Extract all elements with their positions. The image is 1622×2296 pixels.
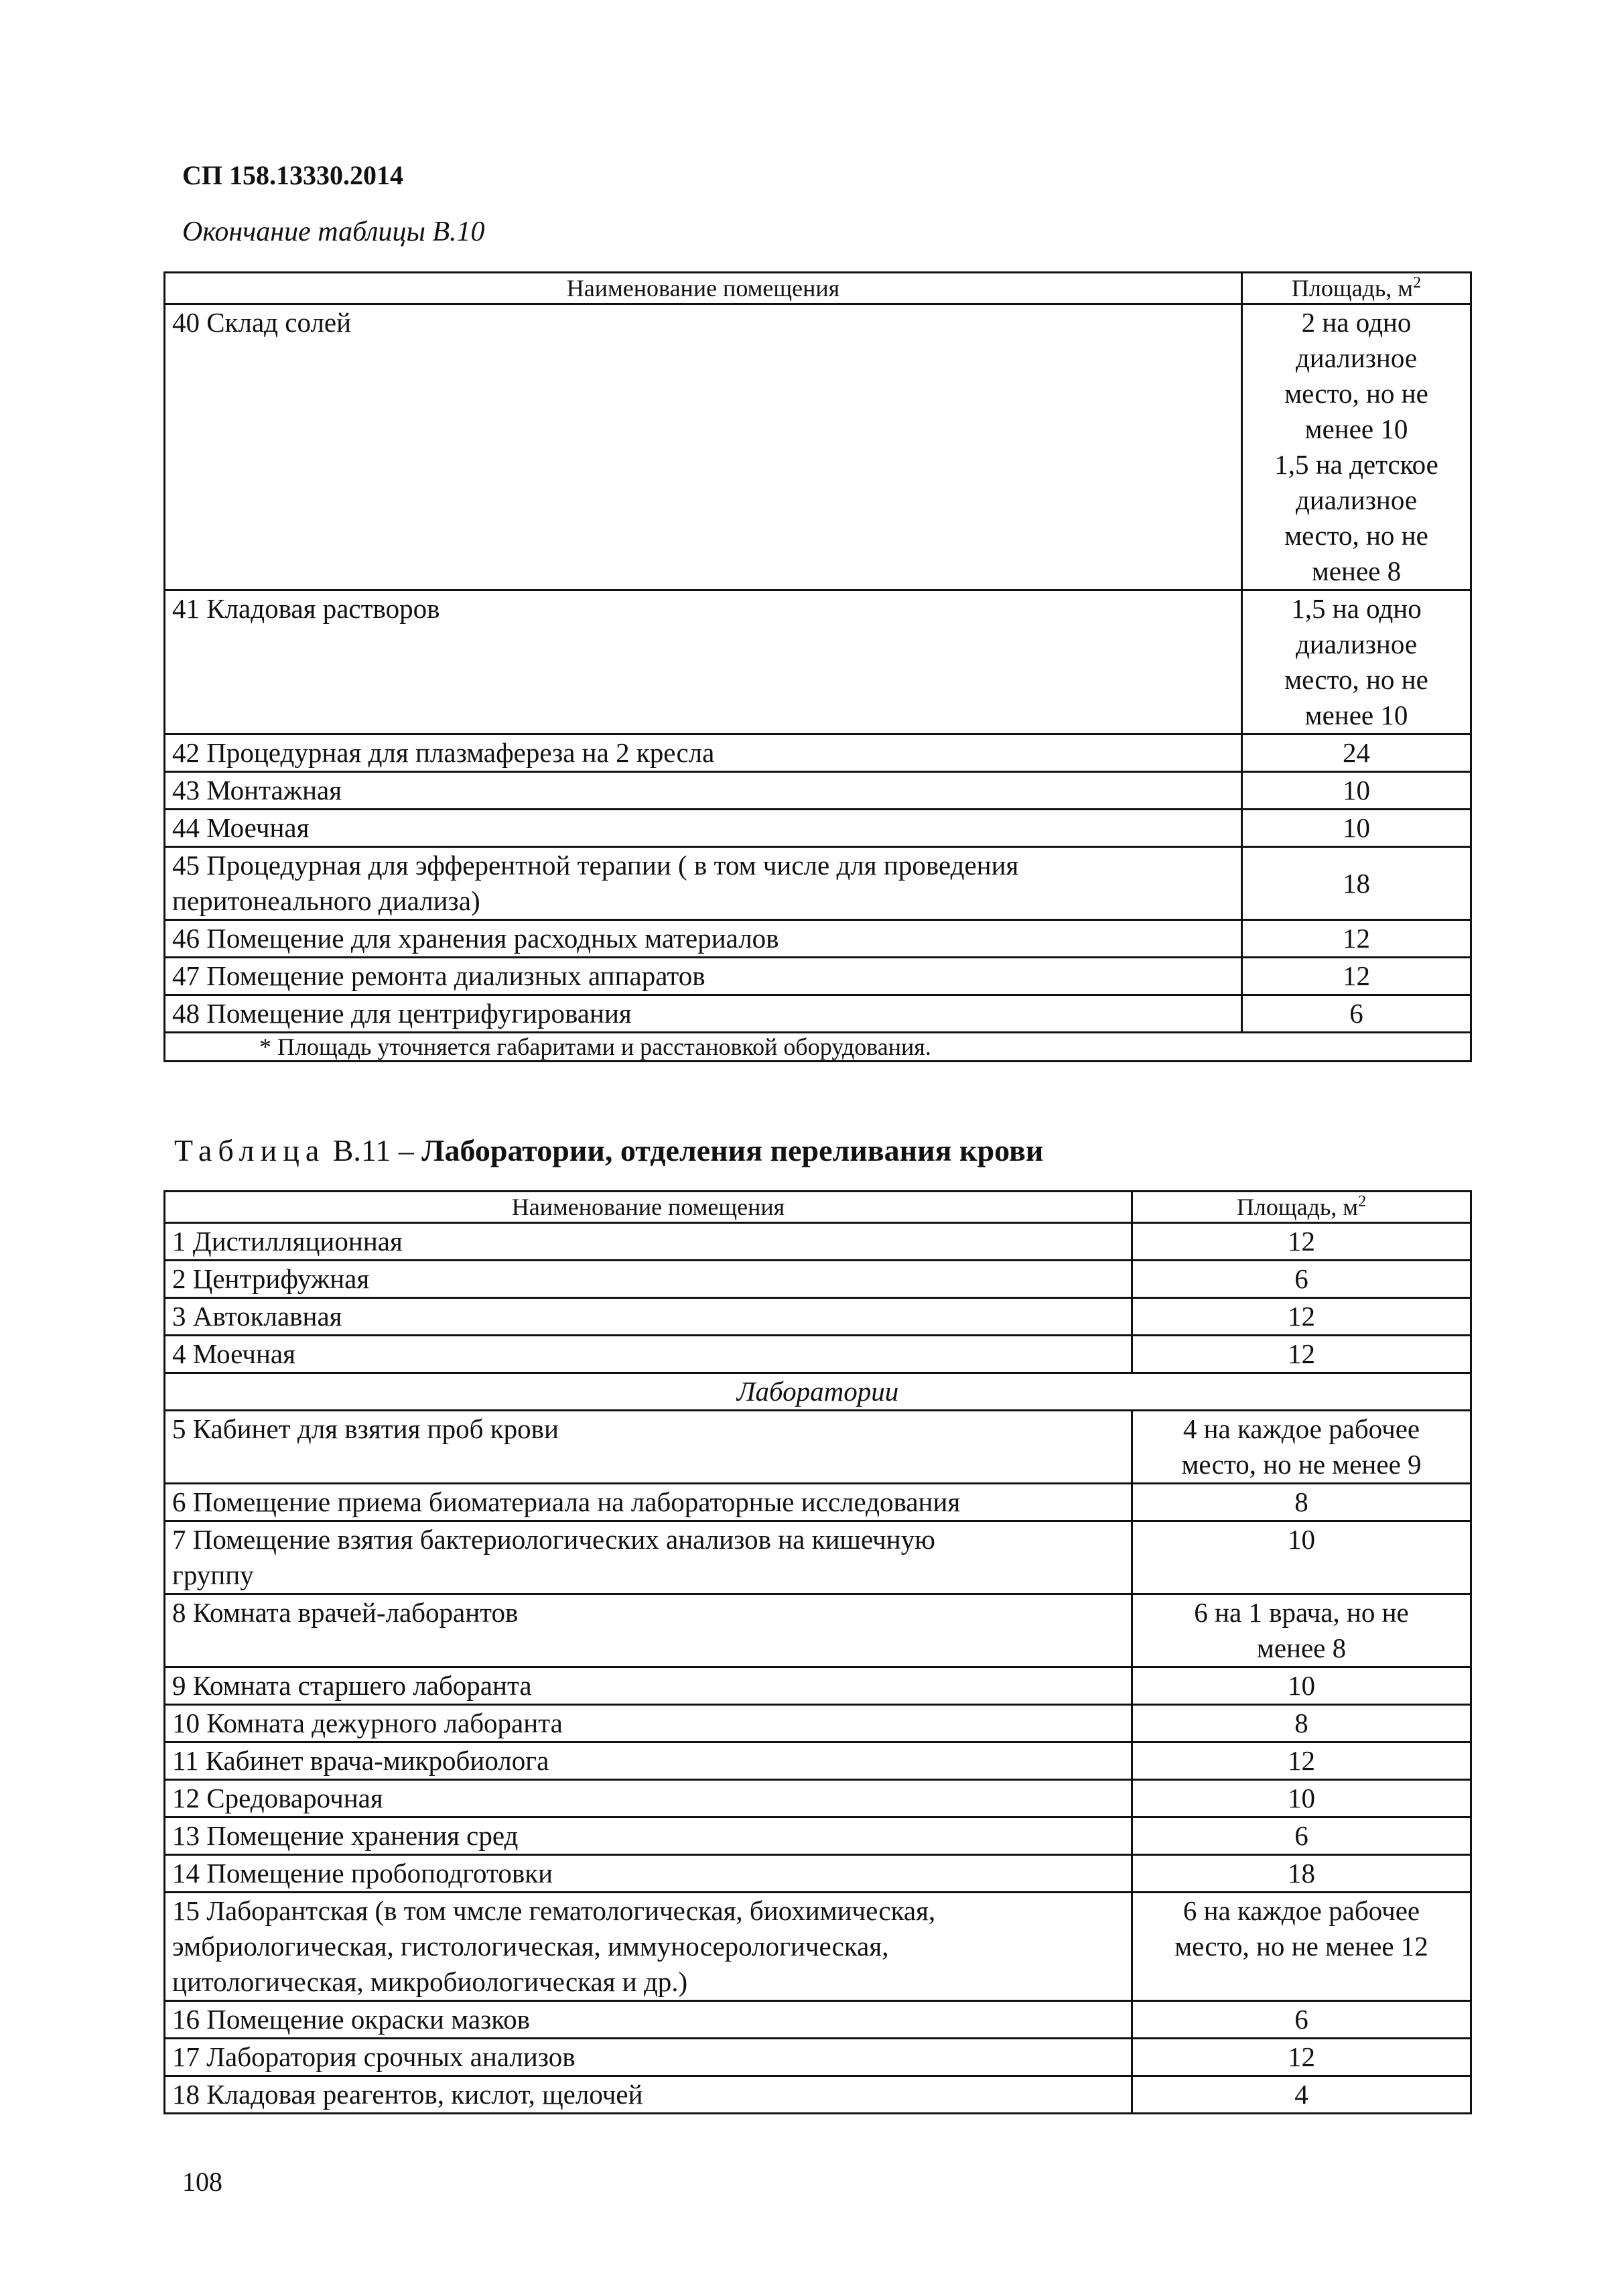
table-row	[165, 1336, 1471, 1373]
table-row	[165, 1742, 1471, 1780]
document-code: СП 158.13330.2014	[182, 160, 403, 190]
room-area-line: 6 на каждое рабочее	[1182, 1895, 1420, 1926]
room-name: 18 Кладовая реагентов, кислот, щелочей	[165, 2076, 1132, 2114]
room-area: 12	[1132, 1742, 1471, 1780]
column-header-name: Наименование помещения	[165, 273, 1242, 304]
column-header-area	[1132, 1192, 1471, 1223]
room-area-line: 1,5 на одно	[1291, 593, 1422, 624]
table-row	[165, 1484, 1471, 1521]
room-area	[1132, 1411, 1471, 1484]
room-area: 4	[1132, 2076, 1471, 2114]
section-label-laboratories: Лаборатории	[165, 1373, 1471, 1411]
room-area: 12	[1242, 958, 1471, 995]
table-row	[165, 304, 1471, 590]
room-area: 8	[1132, 1705, 1471, 1742]
room-area	[1132, 1893, 1471, 2001]
room-name: 4 Моечная	[165, 1336, 1132, 1373]
room-name: 11 Кабинет врача-микробиолога	[165, 1742, 1132, 1780]
room-name-line: 15 Лаборантская (в том чмсле гематологическая, биохимическая,	[172, 1895, 936, 1926]
room-area: 6	[1132, 1817, 1471, 1855]
table-row	[165, 2039, 1471, 2076]
room-area	[1242, 590, 1471, 735]
table-title-number: В.11 –	[332, 1133, 414, 1167]
room-area-line: диализное	[1295, 485, 1418, 515]
room-name: 44 Моечная	[165, 810, 1242, 847]
room-area-line: менее 10	[1304, 700, 1408, 730]
table-row	[165, 1780, 1471, 1817]
room-area: 12	[1132, 1336, 1471, 1373]
room-name	[165, 847, 1242, 920]
room-area: 10	[1132, 1667, 1471, 1705]
table-row	[165, 1817, 1471, 1855]
room-name-line: 45 Процедурная для эфферентной терапии ( в том числе для проведения	[172, 850, 1019, 881]
table-title-text: Лаборатории, отделения переливания крови	[421, 1133, 1044, 1167]
room-name: 16 Помещение окраски мазков	[165, 2001, 1132, 2039]
column-header-area-unit-power: 2	[1358, 1193, 1367, 1210]
room-area-line: место, но не менее 9	[1181, 1449, 1422, 1480]
table-row	[165, 995, 1471, 1033]
room-area-line: менее 10	[1304, 413, 1408, 444]
page-number: 108	[182, 2167, 222, 2197]
room-name: 17 Лаборатория срочных анализов	[165, 2039, 1132, 2076]
room-area-line: место, но не менее 12	[1174, 1931, 1428, 1962]
room-area-line: 1,5 на детское	[1274, 449, 1438, 480]
room-area: 10	[1242, 810, 1471, 847]
room-name: 6 Помещение приема биоматериала на лабораторные исследования	[165, 1484, 1132, 1521]
room-area	[1242, 304, 1471, 590]
table-row	[165, 958, 1471, 995]
table-header-row	[165, 1192, 1471, 1223]
room-name: 5 Кабинет для взятия проб крови	[165, 1411, 1132, 1484]
table-row	[165, 1521, 1471, 1594]
room-name	[165, 1521, 1132, 1594]
table-footnote: * Площадь уточняется габаритами и расстановкой оборудования.	[165, 1033, 1471, 1062]
room-name: 9 Комната старшего лаборанта	[165, 1667, 1132, 1705]
room-area: 10	[1132, 1521, 1471, 1594]
column-header-area-unit-power: 2	[1413, 274, 1422, 292]
room-area: 12	[1132, 2039, 1471, 2076]
room-area-line: место, но не	[1284, 378, 1428, 409]
room-area: 12	[1242, 920, 1471, 958]
room-area-line: диализное	[1295, 342, 1418, 373]
room-name: 14 Помещение пробоподготовки	[165, 1855, 1132, 1893]
room-area: 8	[1132, 1484, 1471, 1521]
table-v11-title	[174, 1133, 1043, 1168]
table-row	[165, 735, 1471, 772]
table-row	[165, 1855, 1471, 1893]
room-name: 8 Комната врачей-лаборантов	[165, 1594, 1132, 1667]
table-section-row	[165, 1373, 1471, 1411]
room-name: 42 Процедурная для плазмафереза на 2 кресла	[165, 735, 1242, 772]
table-row	[165, 1223, 1471, 1261]
room-area: 12	[1132, 1223, 1471, 1261]
room-area-line: менее 8	[1311, 556, 1402, 586]
room-area: 6	[1132, 2001, 1471, 2039]
room-name: 12 Средоварочная	[165, 1780, 1132, 1817]
room-name-line: группу	[172, 1559, 254, 1590]
table-row	[165, 1893, 1471, 2001]
room-area-line: 4 на каждое рабочее	[1182, 1413, 1420, 1444]
room-name: 3 Автоклавная	[165, 1298, 1132, 1336]
room-name-line: цитологическая, микробиологическая и др.)	[172, 1966, 688, 1997]
table-header-row	[165, 273, 1471, 304]
room-area: 12	[1132, 1298, 1471, 1336]
room-name: 46 Помещение для хранения расходных материалов	[165, 920, 1242, 958]
room-name	[165, 1893, 1132, 2001]
room-area: 24	[1242, 735, 1471, 772]
table-note-row	[165, 1033, 1471, 1062]
table-row	[165, 772, 1471, 810]
room-name: 47 Помещение ремонта диализных аппаратов	[165, 958, 1242, 995]
room-area-line: менее 8	[1256, 1633, 1347, 1663]
table-row	[165, 1705, 1471, 1742]
room-name: 40 Склад солей	[165, 304, 1242, 590]
room-area-line: 6 на 1 врача, но не	[1194, 1597, 1409, 1628]
table-row	[165, 810, 1471, 847]
room-name-line: перитонеального диализа)	[172, 885, 480, 916]
room-area: 10	[1132, 1780, 1471, 1817]
column-header-area	[1242, 273, 1471, 304]
room-name: 48 Помещение для центрифугирования	[165, 995, 1242, 1033]
room-area: 6	[1242, 995, 1471, 1033]
room-name: 43 Монтажная	[165, 772, 1242, 810]
room-name: 10 Комната дежурного лаборанта	[165, 1705, 1132, 1742]
room-area-line: место, но не	[1284, 520, 1428, 551]
table-row	[165, 847, 1471, 920]
room-area-line: место, но не	[1284, 664, 1428, 695]
table-row	[165, 920, 1471, 958]
table-row	[165, 1667, 1471, 1705]
table-title-prefix: Таблица	[174, 1133, 326, 1167]
table-v11	[163, 1190, 1472, 2114]
room-area: 18	[1242, 847, 1471, 920]
table-v10-continuation	[163, 271, 1472, 1062]
room-area	[1132, 1594, 1471, 1667]
room-name: 2 Центрифужная	[165, 1261, 1132, 1298]
room-name: 1 Дистилляционная	[165, 1223, 1132, 1261]
room-name: 13 Помещение хранения сред	[165, 1817, 1132, 1855]
room-name: 41 Кладовая растворов	[165, 590, 1242, 735]
room-area-line: 2 на одно	[1301, 307, 1412, 338]
table-continuation-caption: Окончание таблицы В.10	[182, 216, 485, 247]
room-area: 18	[1132, 1855, 1471, 1893]
room-area: 10	[1242, 772, 1471, 810]
table-row	[165, 1594, 1471, 1667]
room-name-line: 7 Помещение взятия бактериологических анализов на кишечную	[172, 1524, 935, 1555]
column-header-name: Наименование помещения	[165, 1192, 1132, 1223]
table-row	[165, 590, 1471, 735]
column-header-area-text: Площадь, м	[1291, 275, 1414, 302]
room-area: 6	[1132, 1261, 1471, 1298]
column-header-area-text: Площадь, м	[1236, 1194, 1359, 1220]
table-row	[165, 2001, 1471, 2039]
table-row	[165, 1261, 1471, 1298]
table-row	[165, 2076, 1471, 2114]
room-area-line: диализное	[1295, 629, 1418, 659]
room-name-line: эмбриологическая, гистологическая, иммуносерологическая,	[172, 1931, 889, 1962]
table-row	[165, 1298, 1471, 1336]
table-row	[165, 1411, 1471, 1484]
